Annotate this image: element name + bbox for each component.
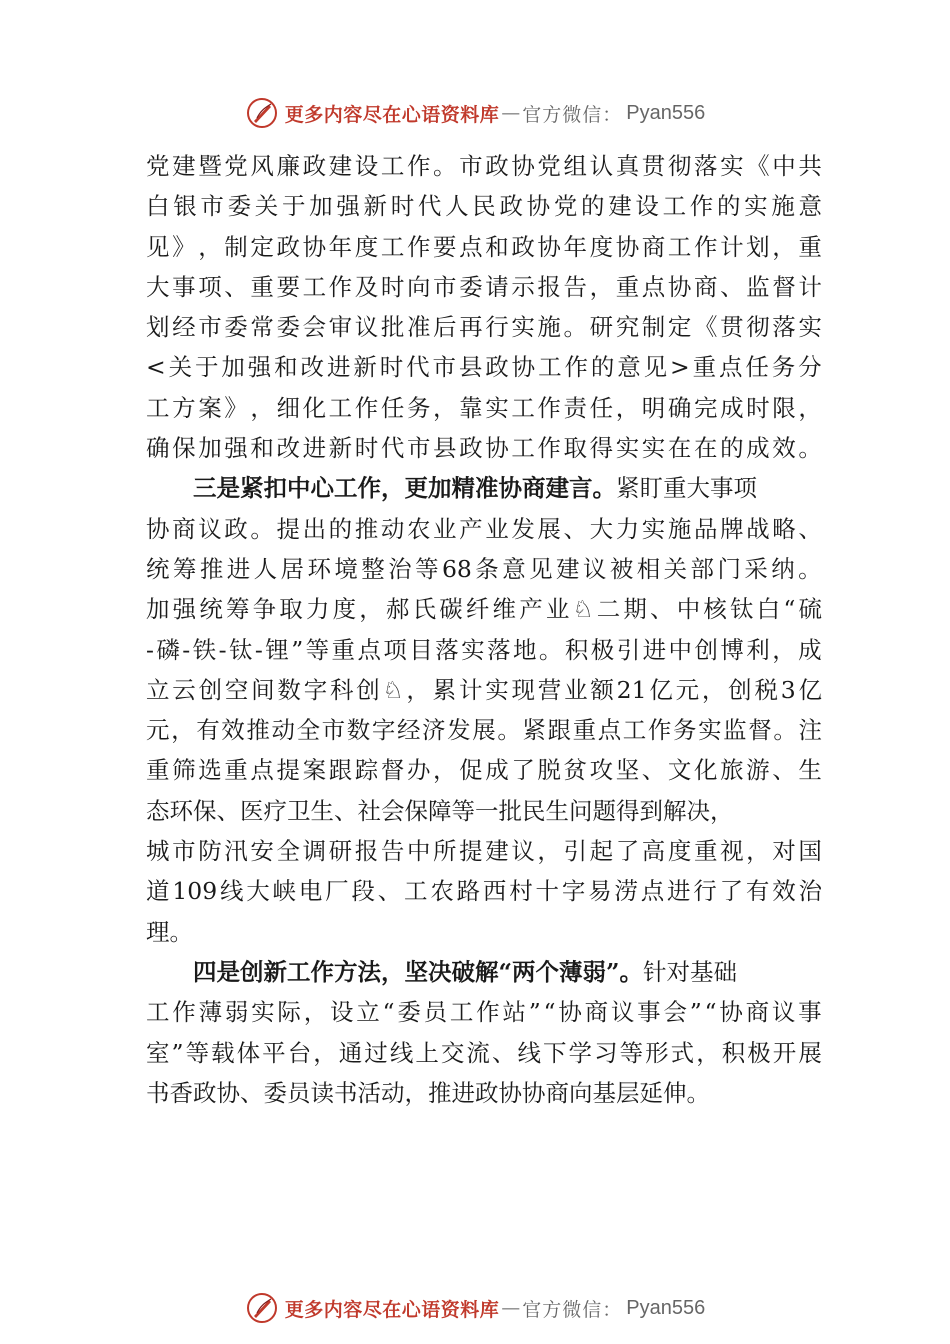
text-span: 针对基础 <box>643 957 738 986</box>
text-line: 统 筹 推 进 人 居 环 境 整 治 等 68 条 意 见 建 议 被 相 关 部 门 采 纳 。 <box>146 554 822 583</box>
text-line: 党 建 暨 党 风 廉 政 建 设 工 作 。 市 政 协 党 组 认 真 贯 彻 落 实 《 中 共 <box>146 152 822 180</box>
text-line: 道 109 线 大 峡 电 厂 段 、 工 农 路 西 村 十 字 易 涝 点 进 行 了 有 效 治 <box>146 877 822 906</box>
text-line: 工 作 薄 弱 实 际 ， 设 立 “ 委 员 工 作 站 ” “ 协 商 议 事 会 ” “ 协 商 议 事 <box>146 998 822 1027</box>
quill-logo-icon <box>245 96 279 130</box>
watermark-banner <box>245 1291 706 1325</box>
paragraph-1 <box>146 146 822 468</box>
watermark-brand: 更多内容尽在心语资料库 <box>284 103 500 126</box>
watermark-footer <box>0 1288 950 1328</box>
text-line: 元 ， 有 效 推 动 全 市 数 字 经 济 发 展 。 紧 跟 重 点 工 作 务 实 监 督 。 注 <box>146 716 822 745</box>
text-line: 书香政协、委员读书活动，推进政协协商向基层延伸。 <box>146 1078 710 1107</box>
text-line: 态环保、医疗卫生、社会保障等一批民生问题得到解决， <box>146 796 734 825</box>
text-line: < 关 于 加 强 和 改 进 新 时 代 市 县 政 协 工 作 的 意 见 > 重 点 任 务 分 <box>146 353 822 382</box>
watermark-banner <box>245 96 706 130</box>
paragraph-first-line <box>146 952 822 992</box>
text-line: - 磷 - 铁 - 钛 - 锂 ” 等 重 点 项 目 落 实 落 地 。 积 极 引 进 中 创 博 利 ， 成 <box>146 635 822 664</box>
text-span: 紧盯重大事项 <box>616 474 757 503</box>
paragraph-heading: 四是创新工作方法，坚决破解“两个薄弱”。 <box>193 957 644 986</box>
text-line: 重 筛 选 重 点 提 案 跟 踪 督 办 ， 促 成 了 脱 贫 攻 坚 、 文 化 旅 游 、 生 <box>146 756 822 785</box>
text-line: 立 云 创 空 间 数 字 科 创 ♘ ， 累 计 实 现 营 业 额 21 亿 元 ， 创 税 3 亿 <box>146 675 822 704</box>
text-line: 大 事 项 、 重 要 工 作 及 时 向 市 委 请 示 报 告 ， 重 点 协 商 、 监 督 计 <box>146 272 822 301</box>
watermark-header <box>0 93 950 133</box>
watermark-official-label: 官方微信： <box>522 1298 623 1321</box>
watermark-wechat-id: Pyan556 <box>626 1296 706 1319</box>
text-line: 划 经 市 委 常 委 会 审 议 批 准 后 再 行 实 施 。 研 究 制 定 《 贯 彻 落 实 <box>146 313 822 342</box>
paragraph-3 <box>146 952 822 1113</box>
text-line: 城 市 防 汛 安 全 调 研 报 告 中 所 提 建 议 ， 引 起 了 高 度 重 视 ， 对 国 <box>146 837 822 866</box>
document-body <box>146 146 822 1113</box>
watermark-dash: — <box>501 1297 521 1319</box>
paragraph-first-line <box>146 468 822 508</box>
watermark-dash: — <box>501 102 521 124</box>
text-line: 白 银 市 委 关 于 加 强 新 时 代 人 民 政 协 党 的 建 设 工 作 的 实 施 意 <box>146 192 822 221</box>
text-line: 理。 <box>146 917 193 946</box>
text-line: 加 强 统 筹 争 取 力 度 ， 郝 氏 碳 纤 维 产 业 ♘ 二 期 、 中 核 钛 白 “ 硫 <box>146 595 822 624</box>
quill-logo-icon <box>245 1291 279 1325</box>
paragraph-heading: 三是紧扣中心工作，更加精准协商建言。 <box>193 474 616 503</box>
paragraph-2 <box>146 468 822 952</box>
text-line: 确 保 加 强 和 改 进 新 时 代 市 县 政 协 工 作 取 得 实 实 在 在 的 成 效 。 <box>146 434 822 463</box>
text-line: 室 ” 等 载 体 平 台 ， 通 过 线 上 交 流 、 线 下 学 习 等 形 式 ， 积 极 开 展 <box>146 1038 822 1067</box>
watermark-official-label: 官方微信： <box>522 103 623 126</box>
watermark-brand: 更多内容尽在心语资料库 <box>284 1298 500 1321</box>
watermark-wechat-id: Pyan556 <box>626 101 706 124</box>
text-line: 见 》 ， 制 定 政 协 年 度 工 作 要 点 和 政 协 年 度 协 商 工 作 计 划 ， 重 <box>146 232 822 261</box>
text-line: 协 商 议 政 。 提 出 的 推 动 农 业 产 业 发 展 、 大 力 实 施 品 牌 战 略 、 <box>146 514 822 543</box>
text-line: 工 方 案 》 ， 细 化 工 作 任 务 ， 靠 实 工 作 责 任 ， 明 确 完 成 时 限 ， <box>146 393 822 422</box>
